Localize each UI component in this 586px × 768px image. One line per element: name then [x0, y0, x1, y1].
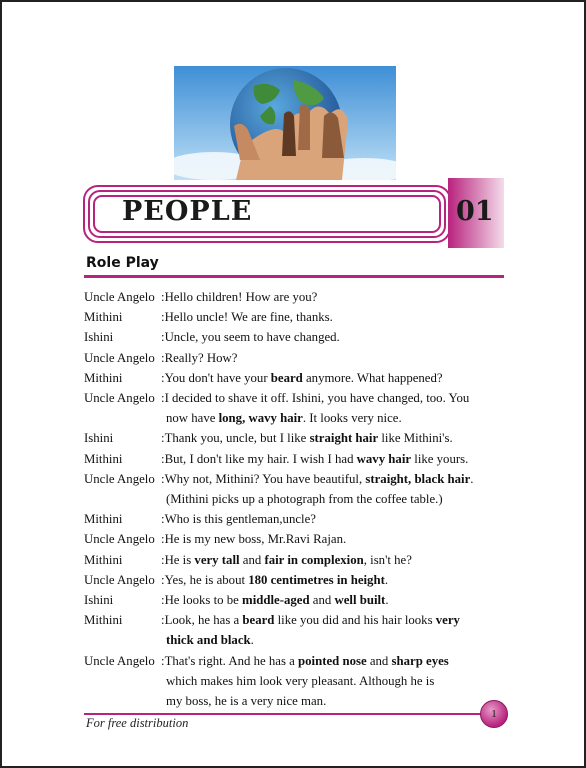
dialogue-text: He looks to be — [164, 593, 243, 608]
dialogue-text: now have — [166, 411, 219, 426]
highlight-term: long, wavy hair — [218, 411, 303, 426]
speaker-name: Ishini — [84, 431, 114, 446]
speaker-name: Mithini — [84, 552, 123, 567]
dialogue-line — [84, 570, 514, 590]
dialogue-text: Hello uncle! We are fine, thanks. — [164, 310, 333, 325]
dialogue-text: Who is this gentleman,uncle? — [164, 512, 316, 527]
dialogue-text: . — [384, 572, 389, 587]
utterance-continuation — [84, 489, 514, 509]
utterance — [165, 529, 514, 549]
dialogue-text: like you did and his hair looks — [274, 613, 436, 628]
dialogue-text: my boss, he is a very nice man. — [166, 694, 327, 709]
speaker-separator: : — [161, 310, 165, 325]
utterance — [165, 651, 514, 671]
dialogue-text: Uncle, you seem to have changed. — [164, 330, 340, 345]
speaker-separator: : — [161, 532, 165, 547]
dialogue-text: You don't have your — [164, 370, 271, 385]
speaker-separator: : — [161, 552, 165, 567]
utterance — [165, 469, 514, 489]
highlight-term: wavy hair — [356, 451, 412, 466]
utterance — [165, 610, 514, 630]
chapter-number: 01 — [456, 196, 494, 227]
highlight-term: very — [435, 613, 460, 628]
dialogue-text: . — [385, 593, 389, 608]
highlight-term: middle-aged — [242, 593, 310, 608]
speaker-name: Mithini — [84, 310, 123, 325]
utterance — [165, 590, 514, 610]
highlight-term: 180 centimetres in height — [248, 572, 385, 587]
utterance — [165, 388, 514, 408]
dialogue-text: , isn't he? — [363, 552, 412, 567]
highlight-term: fair in complexion — [264, 552, 364, 567]
dialogue-line — [84, 428, 514, 448]
dialogue-text: Why not, Mithini? You have beautiful, — [164, 471, 366, 486]
dialogue-line — [84, 651, 514, 671]
utterance — [165, 428, 514, 448]
dialogue-line — [84, 287, 514, 307]
dialogue-text: . — [470, 471, 474, 486]
dialogue-text: and — [366, 653, 392, 668]
dialogue-text: (Mithini picks up a photograph from the coffee table.) — [166, 492, 443, 507]
dialogue-text: Thank you, uncle, but I like — [164, 431, 310, 446]
speaker-name: Uncle Angelo — [84, 572, 155, 587]
speaker-name: Uncle Angelo — [84, 290, 155, 304]
highlight-term: very tall — [194, 552, 240, 567]
utterance — [165, 449, 514, 469]
speaker-name: Mithini — [84, 451, 123, 466]
dialogue-text: He is my new boss, Mr.Ravi Rajan. — [164, 532, 347, 547]
dialogue-line — [84, 449, 514, 469]
utterance — [165, 327, 514, 347]
speaker-name: Mithini — [84, 512, 123, 527]
speaker-name: Mithini — [84, 370, 123, 385]
speaker-separator: : — [161, 593, 165, 608]
speaker-name: Mithini — [84, 613, 123, 628]
speaker-name: Uncle Angelo — [84, 653, 155, 668]
section-title: Role Play — [86, 255, 159, 271]
utterance-continuation — [84, 630, 514, 650]
dialogue-text: That's right. And he has a — [164, 653, 299, 668]
speaker-separator: : — [161, 330, 165, 345]
highlight-term: beard — [270, 370, 303, 385]
speaker-separator: : — [161, 613, 165, 628]
page-number: 1 — [480, 700, 508, 728]
footer-text: For free distribution — [86, 716, 189, 730]
dialogue-text: and — [309, 593, 335, 608]
speaker-separator: : — [161, 471, 165, 486]
dialogue-text: and — [239, 552, 265, 567]
speaker-separator: : — [161, 290, 165, 304]
utterance — [165, 570, 514, 590]
highlight-term: sharp eyes — [391, 653, 449, 668]
dialogue-text: like Mithini's. — [378, 431, 453, 446]
utterance-continuation — [84, 691, 514, 711]
dialogue-line — [84, 469, 514, 489]
dialogue — [84, 287, 514, 711]
footer-divider — [84, 713, 484, 715]
speaker-name: Uncle Angelo — [84, 391, 155, 406]
dialogue-line — [84, 307, 514, 327]
highlight-term: beard — [242, 613, 275, 628]
utterance-continuation — [84, 408, 514, 428]
globe-hands-image — [174, 66, 396, 180]
speaker-separator: : — [161, 431, 165, 446]
speaker-name: Uncle Angelo — [84, 471, 155, 486]
dialogue-text: like yours. — [411, 451, 469, 466]
highlight-term: straight, black hair — [365, 471, 471, 486]
speaker-separator: : — [161, 653, 165, 668]
speaker-separator: : — [161, 370, 165, 385]
dialogue-text: . — [250, 633, 254, 648]
dialogue-text: He is — [164, 552, 195, 567]
dialogue-text: which makes him look very pleasant. Although he is — [166, 673, 435, 688]
highlight-term: pointed nose — [298, 653, 367, 668]
dialogue-text: anymore. What happened? — [302, 370, 443, 385]
dialogue-text: Look, he has a — [164, 613, 243, 628]
dialogue-text: Yes, he is about — [164, 572, 249, 587]
speaker-separator: : — [161, 451, 165, 466]
chapter-title: PEOPLE — [122, 196, 253, 227]
utterance — [165, 368, 514, 388]
highlight-term: straight hair — [309, 431, 379, 446]
speaker-name: Uncle Angelo — [84, 532, 155, 547]
dialogue-line — [84, 509, 514, 529]
dialogue-text: I decided to shave it off. Ishini, you have changed, too. You — [164, 391, 470, 406]
highlight-term: thick and black — [166, 633, 251, 648]
utterance — [165, 307, 514, 327]
speaker-name: Ishini — [84, 330, 114, 345]
speaker-separator: : — [161, 350, 165, 365]
dialogue-line — [84, 327, 514, 347]
utterance — [165, 550, 514, 570]
speaker-separator: : — [161, 572, 165, 587]
speaker-name: Ishini — [84, 593, 114, 608]
utterance — [165, 287, 514, 307]
utterance-continuation — [84, 671, 514, 691]
speaker-name: Uncle Angelo — [84, 350, 155, 365]
dialogue-line — [84, 388, 514, 408]
dialogue-line — [84, 610, 514, 630]
dialogue-line — [84, 348, 514, 368]
dialogue-line — [84, 590, 514, 610]
dialogue-text: But, I don't like my hair. I wish I had — [164, 451, 357, 466]
utterance — [165, 348, 514, 368]
section-divider — [84, 275, 504, 278]
dialogue-line — [84, 368, 514, 388]
dialogue-text: Really? How? — [164, 350, 238, 365]
speaker-separator: : — [161, 512, 165, 527]
dialogue-text: Hello children! How are you? — [164, 290, 318, 304]
dialogue-text: . It looks very nice. — [302, 411, 402, 426]
highlight-term: well built — [334, 593, 386, 608]
speaker-separator: : — [161, 391, 165, 406]
utterance — [165, 509, 514, 529]
chapter-banner — [82, 178, 506, 248]
dialogue-line — [84, 529, 514, 549]
dialogue-line — [84, 550, 514, 570]
